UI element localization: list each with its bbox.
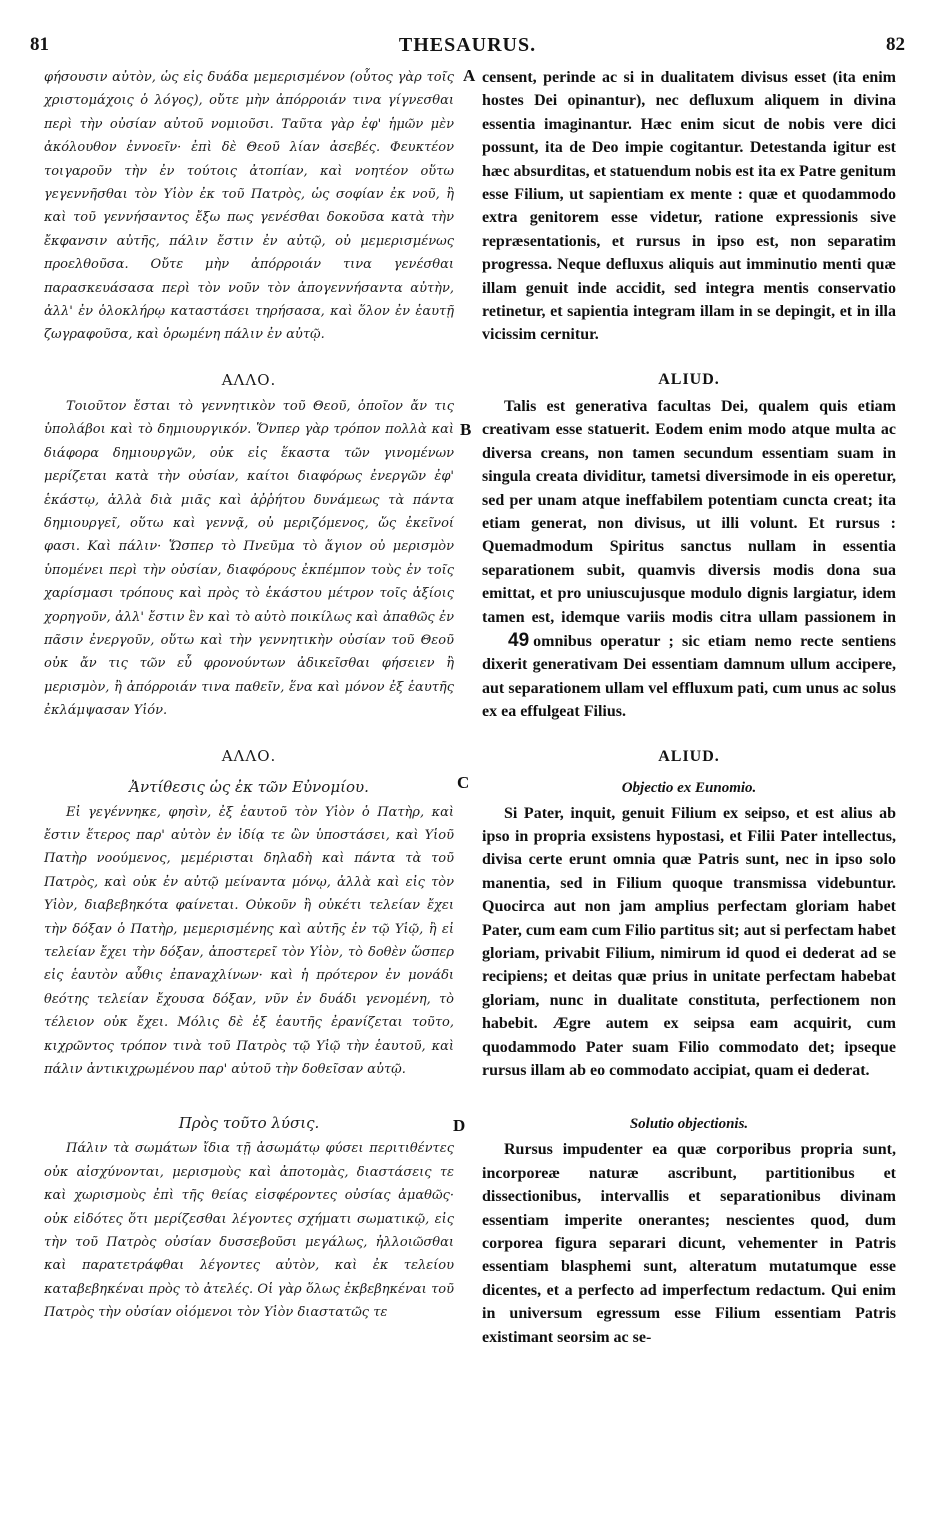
running-title: THESAURUS. <box>398 34 537 56</box>
latin-subheading-3: Solutio objectionis. <box>629 1116 749 1133</box>
latin-paragraph-4: Rursus impudenter ea quæ corporibus propria sunt, incorporeæ naturæ ascribunt, partitionibus et dissectionibus, intervallis et separationibus divinam essentiam imperite onerantes; nescientes quod, dum corporea figura separari dicunt, vehementer in Patris essentiam blasphemi sunt, alteratum mutatumque esse dicentes, et a perfecto ad imperfectum redactum. Qui enim in universum egressum esse Filium essentiam Patris existimant seorsim ac se- <box>482 1141 896 1346</box>
page-number-left: 81 <box>30 34 49 55</box>
page-header <box>30 34 905 64</box>
greek-subheading-2: Ἀντίθεσις ὡς ἐκ τῶν Εὐνομίου. <box>129 777 369 796</box>
latin-paragraph-2-part-b: omnibus operatur ; sic etiam nemo recte sentiens dixerit generativam Dei essentiam damnum ullum accipere, aut separationem ullam vel effluxum pati, cum unus ac solus ex ea effulgeat Filius. <box>482 632 896 721</box>
margin-marker-a: A <box>463 66 476 85</box>
column-number-marker: 49 <box>508 629 530 651</box>
greek-heading-2: ΑΛΛΟ. <box>221 746 277 765</box>
latin-subheading-2: Objectio ex Eunomio. <box>621 779 757 796</box>
greek-paragraph-2: Τοιοῦτον ἔσται τὸ γεννητικὸν τοῦ Θεοῦ, ὁποῖον ἄν τις ὑπολάβοι καὶ τὸ δημιουργικόν. Ὅνπερ γὰρ τρόπον πολλὰ καὶ διάφορα δημιουργῶν, οὐκ εἰς ἕκαστα τῶν γινομένων μερίζεται κατὰ τὴν οὐσίαν, καίτοι διαφόρως ἐνεργῶν ἐφ' ἑκάστῳ, ἀλλὰ διὰ μιᾶς καὶ ἀῤῥήτου δυνάμεως τὰ πάντα δημιουργεῖ, οὕτω καὶ γεννᾷ, οὐ μεριζόμενος, ὥς ἐκεῖνοί φασι. Καὶ πάλιν· Ὥσπερ τὸ Πνεῦμα τὸ ἅγιον οὐ μερισμὸν ὑπομένει περὶ τὴν οὐσίαν, διαφόρους ἐκπέμπον τοὺς ἐν τοῖς χαρίσμασι τρόπους καὶ πρὸς τὸ ἑκάστου μέτρον τοῖς ἀξίοις χορηγοῦν, ἀλλ' ἔστιν ἓν καὶ τὸ αὐτὸ ποικίλως καὶ ἀπαθῶς ἐν πᾶσιν ἐνεργοῦν, οὕτω καὶ τὴν γεννητικὴν οὐσίαν τοῦ Θεοῦ οὐκ ἄν τις τῶν εὖ φρονούντων ἀδικεῖσθαι φήσειεν ἢ μερισμὸν, ἢ ἀπόρροιάν τινα παθεῖν, ἕνα καὶ μόνον ἐξ ἑαυτῆς ἐκλάμψασαν Υἱόν. <box>44 398 454 719</box>
latin-paragraph-3: Si Pater, inquit, genuit Filium ex seipso, et est alius ab ipso in propria exsistens hypostasi, et Filii Pater intellectus, divisa certe erunt omnia quæ Patris sunt, nec in ipso solo manentia, sed in Filium quoque transmissa videbuntur. Quocirca aut non jam amplius perfectam gloriam habet Pater, cum eam cum Filio partitus sit; aut si perfectam habet gloriam, privabit Filium, nimirum id quod ei dederat ad se recipiens; et deitas quæ prius in unitate perfectam habebat gloriam, nunc in dualitate constituta, perfectionem non habebit. Ægre autem ex seipsa eam acquirit, cum quodammodo Pater suam Filio commodato det; ipseque rursus illam ab eo commodato accipiat, quam ei dederat. <box>482 804 896 1080</box>
margin-marker-d: D <box>453 1116 466 1135</box>
page-number-right: 82 <box>886 34 905 55</box>
greek-column <box>44 66 454 1516</box>
latin-heading-1: ALIUD. <box>658 370 720 388</box>
margin-marker-b: B <box>460 420 472 439</box>
greek-heading-1: ΑΛΛΟ. <box>221 370 277 389</box>
greek-paragraph-4: Πάλιν τὰ σωμάτων ἴδια τῇ ἀσωμάτῳ φύσει περιτιθέντες οὐκ αἰσχύνονται, μερισμοὺς καὶ ἀποτομὰς, διαστάσεις τε καὶ χωρισμοὺς ἐπὶ τῆς θείας εἰσφέροντες οὐσίας ἀμαθῶς· οὐκ εἰδότες ὅτι μερίζεσθαι λέγοντες σχήματι σωματικῷ, εἰς τὴν τοῦ Πατρὸς οὐσίαν δυσσεβοῦσι μεγάλως, ἠλλοιῶσθαι καὶ παρατετράφθαι λέγοντες αὐτὸν, καὶ ἐκ τελείου καταβεβηκέναι πρὸς τὸ ἀτελές. Οἱ γὰρ ὅλως ἐκβεβηκέναι τοῦ Πατρὸς τὴν οὐσίαν οἰόμενοι τὸν Υἱὸν διαστατῶς τε <box>44 1141 454 1321</box>
margin-marker-c: C <box>457 773 470 792</box>
latin-column <box>482 66 896 1516</box>
latin-paragraph-1: censent, perinde ac si in dualitatem divisus esset (ita enim hostes Dei opinantur), nec defluxum aliquem in divina essentia imaginantur. Hæc enim sicut de nobis vere dici possunt, ita de Deo impie cogitantur. Detestanda igitur est hæc absurditas, et statuendum nobis est ita ex Patre genitum esse Filium, ut sapientiam ex mente : quæ et quodammodo extra genitorem esse videtur, ratione expressionis sive repræsentationis, et rursus in ipso est, non separatim progressa. Neque defluxus aliquis aut imminutio menti quæ illam genuit inde accidit, sed integra mentis conservatio retinetur, et sapientia integram illam in se depingit, et in illa vicissim cernitur. <box>482 69 896 344</box>
latin-paragraph-2-part-a: Talis est generativa facultas Dei, qualem quis etiam creativam esse statuerit. Eodem enim modo atque multa ac diversa creans, non tamen secundum essentiam suam in singula creata dividitur, tametsi diversimode in eis operetur, sed per unam atque ineffabilem potentiam cuncta creat; ita etiam generat, non divisus, ut illi volunt. Et rursus : Quemadmodum Spiritus sanctus nullam in essentia separationem subit, quamvis diversis modis dona sua emittat, et pro uniuscujusque modulo dignis largiatur, idem tamen est, idemque variis modis citra ullam passionem in <box>482 397 896 626</box>
greek-paragraph-1: φήσουσιν αὐτὸν, ὡς εἰς δυάδα μεμερισμένον (οὗτος γὰρ τοῖς χριστομάχοις ὁ λόγος), οὔτε μὴν ἀπόρροιάν τινα γίγνεσθαι περὶ τὴν οὐσίαν αὐτοῦ νομιοῦσι. Ταῦτα γὰρ ἐφ' ἡμῶν μὲν ἀκόλουθον ἐννοεῖν· ἐπὶ δὲ Θεοῦ λίαν ἀσεβές. Φευκτέον τοιγαροῦν τὴν ἐν τούτοις ἀτοπίαν, καὶ νοητέον οὕτω γεγεννῆσθαι τὸν Υἱὸν ἐκ τοῦ Πατρὸς, ὡς σοφίαν ἐκ νοῦ, ἢ καὶ τοῦ γεννήσαντος ἔξω πως γενέσθαι δοκοῦσα κατὰ τὴν ἔκφανσιν αὐτῆς, πάλιν ἔστιν ἐν αὐτῷ, οὐ μεμερισμένως προελθοῦσα. Οὔτε μὴν ἀπόρροιάν τινα γενέσθαι παρασκευάσασα περὶ τὸν νοῦν τὸν ἀπογεννήσαντα αὐτὴν, ἀλλ' ἐν ὁλοκλήρῳ καταστάσει τηρήσασα, καὶ ὅλον ἐν ἑαυτῇ ζωγραφοῦσα, καὶ ὁρωμένη πάλιν ἐν αὐτῷ. <box>44 70 454 343</box>
greek-subheading-3: Πρὸς τοῦτο λύσις. <box>178 1114 320 1133</box>
latin-paragraph-2 <box>482 395 896 724</box>
latin-heading-2: ALIUD. <box>658 747 720 765</box>
greek-paragraph-3: Εἰ γεγέννηκε, φησὶν, ἐξ ἑαυτοῦ τὸν Υἱὸν ὁ Πατὴρ, καὶ ἔστιν ἕτερος παρ' αὐτὸν ἐν ἰδίᾳ τε ὢν ὑποστάσει, καὶ Υἱοῦ Πατὴρ νοούμενος, μεμέρισται δηλαδὴ καὶ πάντα τὰ τοῦ Πατρὸς, καὶ οὐκ ἐν αὐτῷ μείναντα μόνῳ, ἀλλὰ καὶ εἰς τὸν Υἱὸν, διαβεβηκότα φαίνεται. Οὐκοῦν ἢ οὐκέτι τελείαν ἔχει τὴν δόξαν ὁ Πατὴρ, μεμερισμένης καὶ αὐτῆς ἐν τῷ Υἱῷ, ἢ εἰ τελείαν ἔχει τὴν δόξαν, ἀποστερεῖ τὸν Υἱὸν, τὸ δοθὲν ὥσπερ εἰς ἑαυτὸν αὖθις ἐπαναχλίνων· καὶ ἡ πρότερον ἐν μονάδι θεότης τελείαν ἔχουσα δόξαν, νῦν ἐν δυάδι γενομένη, τὸ τέλειον οὐκ ἔχει. Μόλις δὲ ἐξ ἑαυτῆς ἐρανίζεται τοῦτο, κιχρῶντος τρόπον τινὰ τοῦ Πατρὸς τῷ Υἱῷ τὴν ἑαυτοῦ, καὶ πάλιν ἀντικιχρωμένου παρ' αὐτοῦ τὴν δοθεῖσαν αὐτῷ. <box>44 804 454 1078</box>
